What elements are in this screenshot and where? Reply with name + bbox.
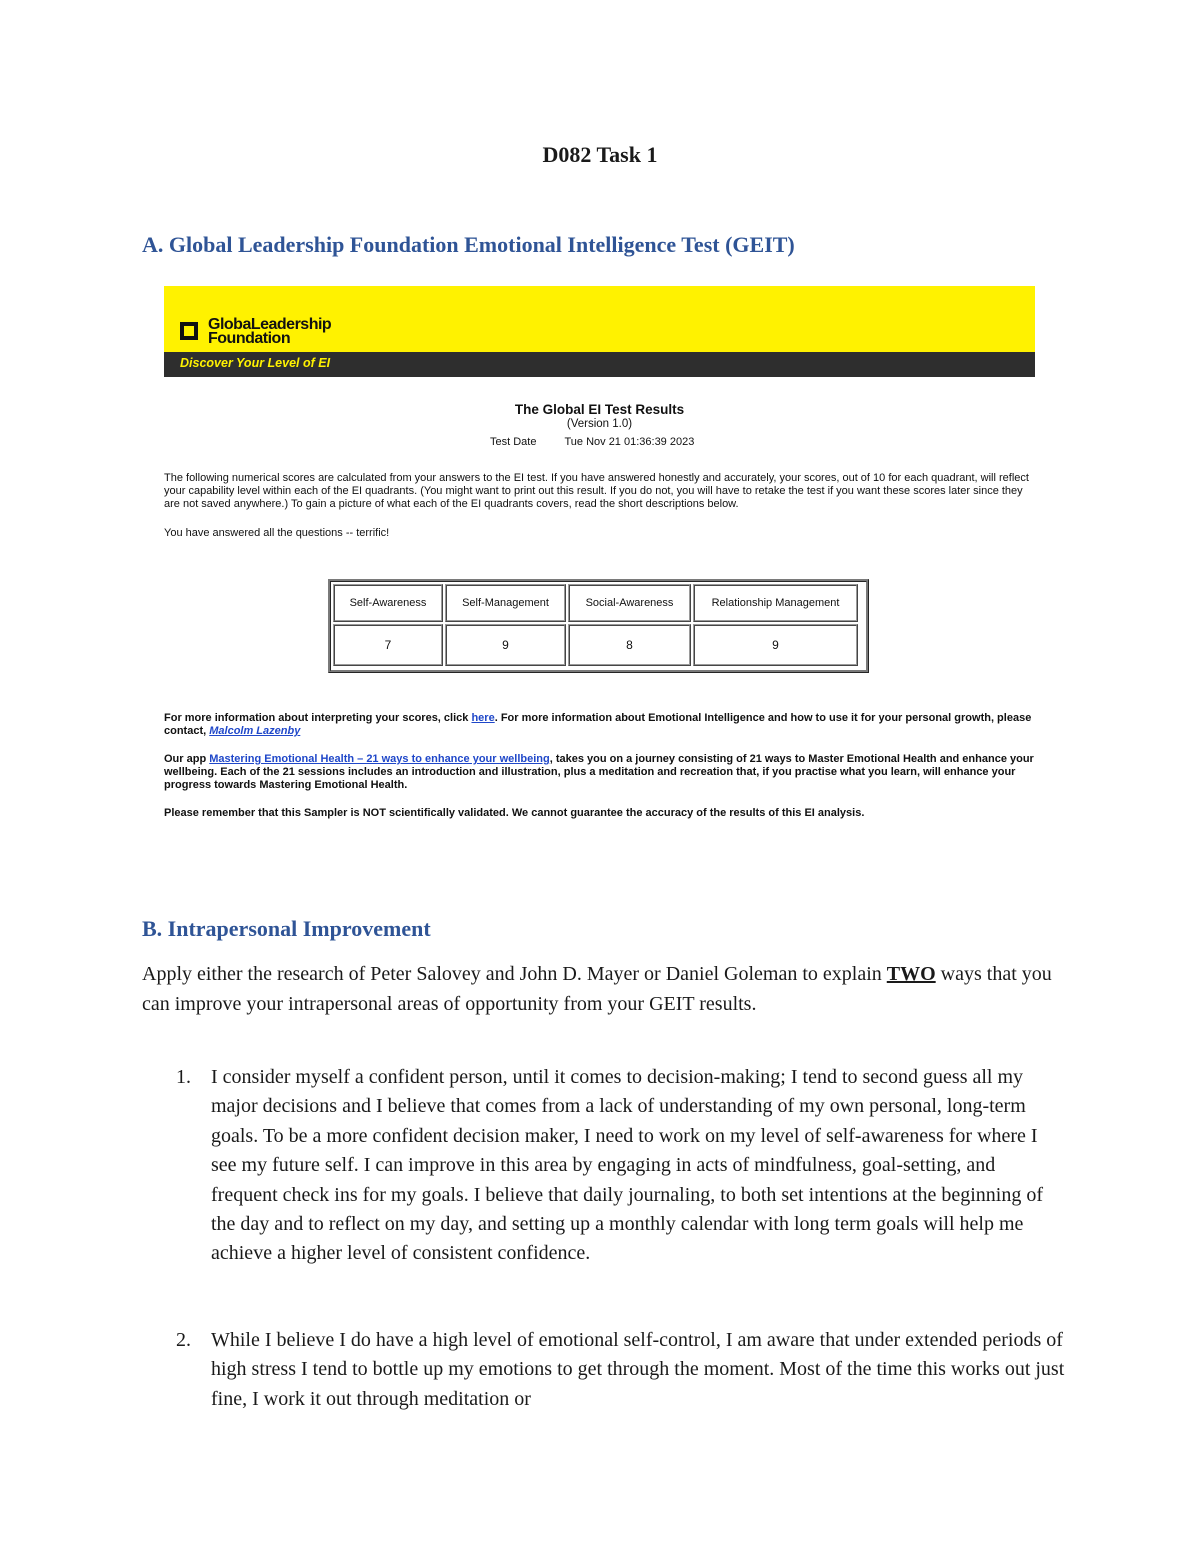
score-table: [328, 579, 869, 673]
page-title: D082 Task 1: [542, 142, 658, 167]
test-date-label: Test Date: [490, 436, 537, 448]
score-header: Self-Management: [445, 584, 566, 622]
score-value: 9: [693, 624, 858, 666]
list-number: 1.: [176, 1066, 191, 1088]
list-text: While I believe I do have a high level of emotional self-control, I am aware that under extended periods of high stress I tend to bottle up my emotions to get through the moment. Most of the time this works out just fine, I work it out through meditation or: [211, 1329, 1065, 1410]
here-link[interactable]: here: [471, 712, 495, 724]
results-intro: The following numerical scores are calculated from your answers to the EI test. If you have answered honestly and accurately, your scores, out of 10 for each quadrant, will reflect your capability level within each of the EI quadrants. (You might want to print out this result. If you do not, you will have to retake the test if you want these scores later since they are not saved anywhere.) To gain a picture of what each of the EI quadrants covers, read the short descriptions below.: [164, 472, 1029, 510]
score-header: Social-Awareness: [568, 584, 691, 622]
disclaimer: Please remember that this Sampler is NOT scientifically validated. We cannot guarantee the accuracy of the results of this EI analysis.: [164, 807, 865, 819]
score-header: Relationship Management: [693, 584, 858, 622]
list-text: I consider myself a confident person, until it comes to decision-making; I tend to second guess all my major decisions and I believe that comes from a lack of understanding of my own personal, long-term goals. To be a more confident decision maker, I need to work on my level of self-awareness for where I see my future self. I can improve in this area by engaging in acts of mindfulness, goal-setting, and frequent check ins for my goals. I believe that daily journaling, to both set intentions at the beginning of the day and to reflect on my day, and setting up a monthly calendar with long term goals will help me achieve a higher level of consistent confidence.: [211, 1066, 1044, 1265]
emphasis-two: TWO: [886, 963, 936, 985]
score-value: 8: [568, 624, 691, 666]
gl-foundation-logo-icon: [180, 322, 198, 340]
score-header: Self-Awareness: [333, 584, 443, 622]
gl-foundation-logo-text: GlobaLeadership Foundation: [208, 316, 332, 347]
tagline-bar: [164, 352, 1035, 377]
test-date: [490, 436, 694, 448]
task-prompt: Apply either the research of Peter Salovey and John D. Mayer or Daniel Goleman to explain TWO ways that you can improve your intrapersonal areas of opportunity from your GEIT results.: [142, 963, 1052, 1015]
list-number: 2.: [176, 1329, 191, 1351]
geit-results-screenshot: [164, 286, 1035, 831]
score-value: 7: [333, 624, 443, 666]
section-a-heading: A. Global Leadership Foundation Emotional Intelligence Test (GEIT): [142, 232, 795, 257]
tagline: Discover Your Level of EI: [180, 356, 331, 370]
answered-message: You have answered all the questions -- terrific!: [164, 527, 390, 539]
contact-link[interactable]: Malcolm Lazenby: [209, 725, 301, 737]
app-link[interactable]: Mastering Emotional Health – 21 ways to enhance your wellbeing: [209, 753, 550, 765]
more-info-paragraph: For more information about interpreting your scores, click here. For more information about Emotional Intelligence and how to use it for your personal growth, please contact, Malcolm Lazenby: [164, 712, 1032, 737]
gl-foundation-banner: [164, 286, 1035, 352]
results-version: (Version 1.0): [566, 418, 633, 430]
results-title: The Global EI Test Results: [514, 402, 685, 417]
test-date-value: Tue Nov 21 01:36:39 2023: [564, 436, 695, 448]
score-value: 9: [445, 624, 566, 666]
app-info-paragraph: Our app Mastering Emotional Health – 21 ways to enhance your wellbeing, takes you on a journey consisting of 21 ways to Master Emotional Health and enhance your wellbeing. Each of the 21 sessions includes an introduction and illustration, plus a meditation and recreation that, if you practise what you learn, will enhance your progress towards Mastering Emotional Health.: [164, 753, 1034, 791]
section-b-heading: B. Intrapersonal Improvement: [142, 916, 431, 941]
